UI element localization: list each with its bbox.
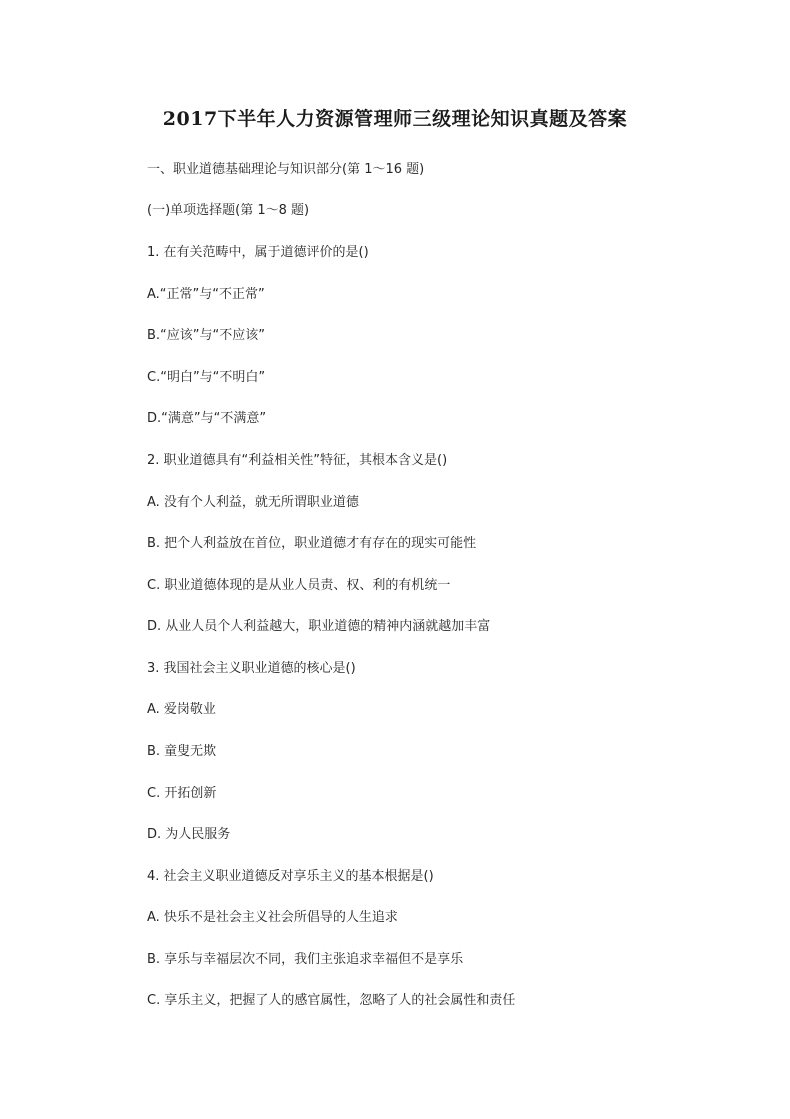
question-1-option-b: B.“应该”与“不应该” — [147, 328, 265, 343]
question-1-option-c: C.“明白”与“不明白” — [147, 370, 266, 385]
question-1-option-d: D.“满意”与“不满意” — [147, 411, 267, 426]
question-4-stem: 4. 社会主义职业道德反对享乐主义的基本根据是() — [147, 869, 434, 884]
question-3-option-a: A. 爱岗敬业 — [147, 702, 216, 717]
question-4-option-c: C. 享乐主义，把握了人的感官属性，忽略了人的社会属性和责任 — [147, 993, 516, 1008]
question-2-stem: 2. 职业道德具有“利益相关性”特征，其根本含义是() — [147, 453, 448, 468]
question-2-option-c: C. 职业道德体现的是从业人员责、权、利的有机统一 — [147, 578, 451, 593]
question-1-option-a: A.“正常”与“不正常” — [147, 287, 265, 302]
question-1-stem: 1. 在有关范畴中，属于道德评价的是() — [147, 245, 369, 260]
subsection-heading: (一)单项选择题(第 1～8 题) — [147, 203, 310, 218]
question-2-option-b: B. 把个人利益放在首位，职业道德才有存在的现实可能性 — [147, 536, 477, 551]
question-3-stem: 3. 我国社会主义职业道德的核心是() — [147, 661, 356, 676]
question-3-option-d: D. 为人民服务 — [147, 827, 231, 842]
question-2-option-d: D. 从业人员个人利益越大，职业道德的精神内涵就越加丰富 — [147, 619, 491, 634]
question-2-option-a: A. 没有个人利益，就无所谓职业道德 — [147, 495, 359, 510]
question-3-option-b: B. 童叟无欺 — [147, 744, 217, 759]
question-3-option-c: C. 开拓创新 — [147, 786, 217, 801]
section-heading: 一、职业道德基础理论与知识部分(第 1～16 题) — [147, 162, 425, 177]
question-4-option-b: B. 享乐与幸福层次不同，我们主张追求幸福但不是享乐 — [147, 952, 464, 967]
document-title: 2017下半年人力资源管理师三级理论知识真题及答案 — [162, 108, 628, 130]
question-4-option-a: A. 快乐不是社会主义社会所倡导的人生追求 — [147, 910, 398, 925]
